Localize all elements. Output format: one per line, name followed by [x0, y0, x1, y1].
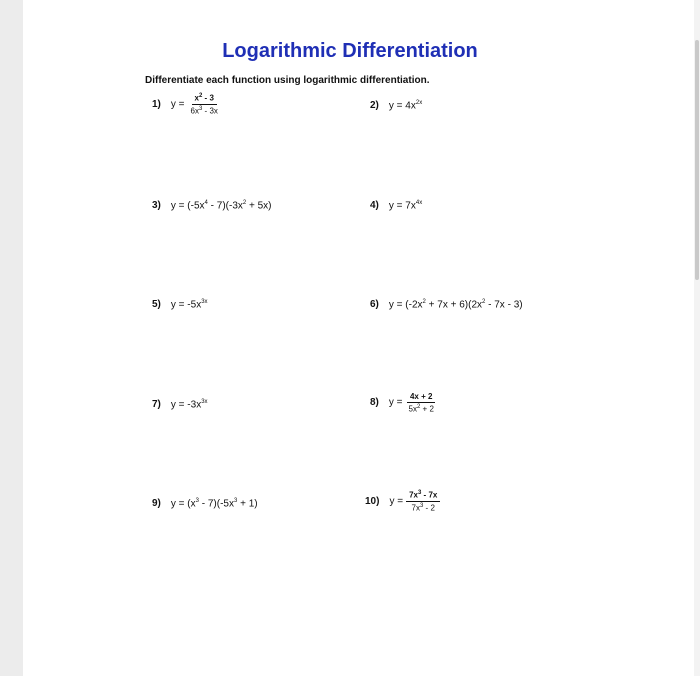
- fraction-numerator: $x^2 - 3$: [192, 93, 217, 105]
- problem-8: [370, 392, 437, 414]
- fraction: [188, 93, 221, 115]
- problem-6: [370, 299, 523, 310]
- problem-3: [152, 200, 272, 211]
- equation: $y = -5x^{3x}$: [170, 299, 208, 311]
- problem-number: 9): [152, 498, 161, 510]
- equation-lhs: y =: [389, 495, 404, 507]
- page-title: Logarithmic Differentiation: [222, 40, 478, 62]
- worksheet-page: [23, 0, 694, 676]
- scrollbar-thumb[interactable]: [695, 40, 699, 280]
- equation: $y = 4x^{2x}$: [388, 100, 423, 112]
- fraction: [406, 392, 437, 414]
- problem-4: [370, 200, 422, 211]
- fraction-numerator: $7x^3 - 7x$: [406, 490, 440, 502]
- equation: $y = -3x^{3x}$: [170, 399, 208, 411]
- problem-number: 10): [365, 495, 380, 507]
- problem-number: 8): [370, 397, 379, 409]
- problem-2: [370, 100, 422, 111]
- problem-number: 4): [370, 200, 379, 212]
- equation-lhs: y =: [170, 98, 185, 110]
- problem-5: [152, 299, 208, 310]
- instructions: Differentiate each function using logarithmic differentiation.: [145, 75, 430, 86]
- scrollbar-track[interactable]: [694, 0, 700, 676]
- fraction-denominator: $5x^2 + 2$: [408, 404, 434, 414]
- equation-lhs: y =: [388, 397, 403, 409]
- problem-number: 5): [152, 299, 161, 311]
- fraction-denominator: $7x^3 - 2$: [411, 502, 435, 513]
- fraction: [406, 490, 440, 512]
- problem-number: 2): [370, 100, 379, 112]
- fraction-numerator: 4x + 2: [407, 392, 435, 403]
- problem-number: 1): [152, 98, 161, 110]
- equation: $y = (-5x^4 - 7)(-3x^2 + 5x)$: [170, 200, 272, 212]
- problem-10: [365, 490, 440, 512]
- problem-number: 7): [152, 399, 161, 411]
- problem-9: [152, 498, 258, 509]
- equation: $y = 7x^{4x}$: [388, 200, 423, 212]
- problem-1: [152, 93, 221, 115]
- problem-number: 3): [152, 200, 161, 212]
- problem-number: 6): [370, 299, 379, 311]
- equation: $y = (-2x^2 + 7x + 6)(2x^2 - 7x - 3)$: [388, 299, 523, 311]
- left-margin: [0, 0, 23, 676]
- equation: $y = (x^3 - 7)(-5x^3 + 1)$: [170, 498, 258, 510]
- problem-7: [152, 399, 208, 410]
- fraction-denominator: $6x^3 - 3x$: [190, 105, 218, 116]
